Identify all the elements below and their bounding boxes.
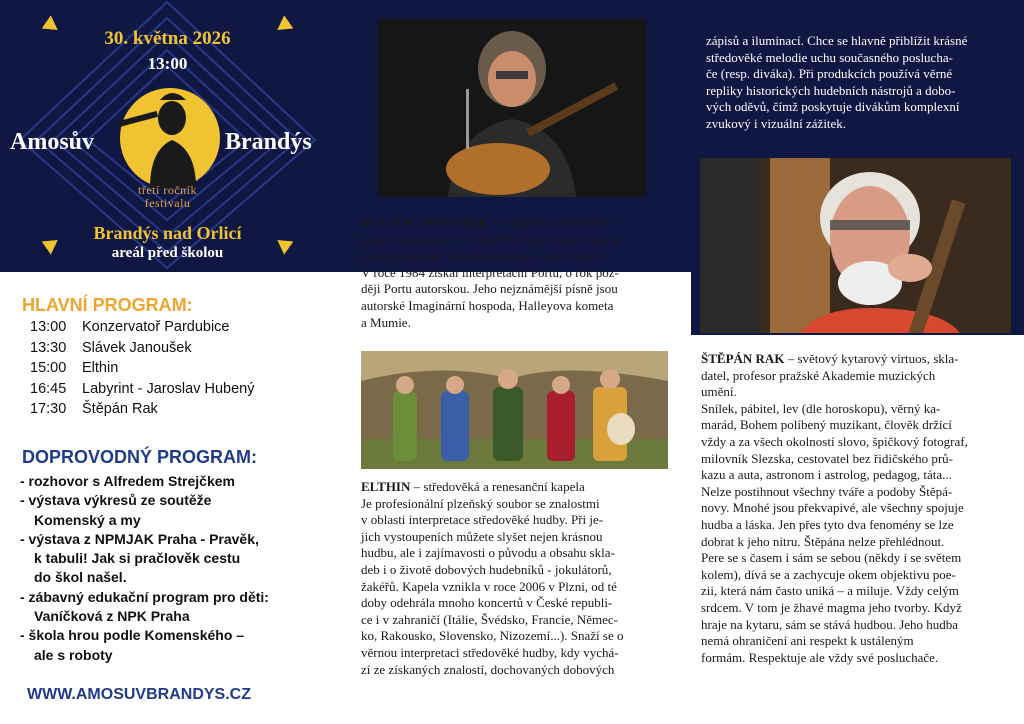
program-time: 13:30: [30, 339, 67, 356]
text-line: deb i o životě dobových hudebníků - jokulátorů,: [361, 561, 612, 577]
photo-elthin: [361, 351, 668, 469]
text-line: zii, která nám často uniká – a miluje. Vždy celým: [701, 583, 959, 599]
text-line: kolem), dívá se a zachycuje okem objektivu poe-: [701, 566, 956, 582]
program-name: Slávek Janoušek: [82, 339, 192, 356]
photo-rak: [700, 158, 1011, 333]
poster-place: Brandýs nad Orlicí: [93, 223, 242, 243]
side-program-line: - výstava z NPMJAK Praha - Pravěk,: [20, 530, 259, 547]
text-line: repliky historických hudebních nástrojů a dobo-: [706, 82, 956, 98]
main-program-list: [30, 319, 254, 422]
text-line: ději Portu autorskou. Jeho nejznámější písně jsou: [361, 281, 618, 297]
text-line: hraje na kytaru, sám se stává hudbou. Jeho hudba: [701, 616, 959, 632]
text-line: Je profesionální plzeňský soubor se znalostmi: [361, 495, 600, 511]
side-program-list: [20, 472, 269, 665]
elthin-name: ELTHIN: [361, 479, 411, 494]
text-line: zvukový i vizuální zážitek.: [706, 115, 847, 131]
text-line: středověké melodie uchu současného posluchа-: [706, 49, 953, 65]
side-program-line: - zábavný edukační program pro děti:: [20, 588, 269, 605]
text-line: v oblasti interpretace středověké hudby. Při je-: [361, 512, 604, 528]
text-line: – světový kytarový virtuos, skla-: [784, 351, 959, 366]
rak-name: ŠTĚPÁN RAK: [701, 351, 785, 366]
text-line: ko, Rakousko, Slovensko, Nizozemí...). Snaží se o: [361, 628, 624, 644]
program-time: 13:00: [30, 319, 67, 335]
photo-janousek: [378, 19, 646, 197]
text-line: milovník Slezska, cestovatel bez řidičského prů-: [701, 450, 953, 466]
text-line: ce i v zahraničí (Itálie, Švédsko, Francie, Němec-: [361, 611, 618, 627]
text-line: datel, profesor pražské Akademie muzických: [701, 367, 936, 383]
side-program-line: ale s roboty: [34, 646, 113, 663]
program-time: 17:30: [30, 401, 67, 418]
poster-festival: festivalu: [144, 196, 191, 210]
side-program-line: do škol našel.: [34, 569, 127, 586]
text-line: český písničkář, textař, kytarista a autor hudby.: [361, 248, 606, 264]
program-time: 16:45: [30, 380, 67, 397]
poster-title-right: Brandýs: [225, 129, 312, 155]
text-line: V roce 1984 získal interpretační Portu, o rok poz-: [361, 264, 619, 280]
text-line: marád, Bohem políbený muzikant, člověk držící: [701, 417, 952, 433]
side-program-line: Vaníčková z NPK Praha: [34, 608, 190, 625]
text-line: jich vystoupeních můžete slyšet nejen krásnou: [361, 528, 603, 544]
text-line: srdcem. V tom je žhavé magma jeho tvorby. Když: [701, 599, 962, 615]
janousek-name: SLÁVEK JANOUŠEK: [361, 215, 489, 230]
rak-text: [701, 351, 968, 666]
poster-title-left: Amosův: [10, 129, 95, 155]
text-line: roslav Janoušek (* 9. září 1953 Ústí nad Orlicí) je: [361, 231, 621, 247]
text-line: novy. Mnohé jsou překvapivé, ale všechny spojuje: [701, 500, 964, 516]
side-program-heading: DOPROVODNÝ PROGRAM:: [22, 447, 258, 467]
main-program-heading: HLAVNÍ PROGRAM:: [22, 295, 193, 315]
website-link[interactable]: WWW.AMOSUVBRANDYS.CZ: [27, 686, 251, 703]
text-line: formám. Respektuje ale vždy své posluchače.: [701, 649, 939, 665]
side-program-line: Komenský a my: [34, 511, 141, 528]
text-line: hudbu, ale i zajímavosti o původu a obsahu skla-: [361, 545, 615, 561]
text-line: autorské Imaginární hospoda, Halleyova kometa: [361, 297, 614, 313]
text-line: Nelze postihnout všechny tváře a podoby Štěpá-: [701, 483, 953, 499]
text-line: věrnou interpretaci středověké hudby, kdy vychá-: [361, 644, 619, 660]
festival-poster: [0, 0, 335, 272]
text-line: če (resp. diváka). Při produkcích používá věrné: [706, 66, 953, 82]
poster-edition: třetí ročník: [138, 183, 197, 197]
program-item: [30, 340, 254, 361]
text-line: zí ze získaných znalostí, dochovaných dobových: [361, 661, 615, 677]
text-line: dobrat k jeho nitru. Štěpána nelze přehlédnout.: [701, 533, 945, 549]
poster-venue: areál před školou: [111, 245, 224, 261]
text-line: kazu a auta, astronom i astrolog, pedagog, táta...: [701, 467, 952, 483]
side-program-line: k tabuli! Jak si pračlověk cestu: [34, 550, 241, 567]
program-name: Štěpán Rak: [82, 401, 158, 418]
side-program-line: - výstava výkresů ze soutěže: [20, 492, 212, 509]
program-item: [30, 360, 254, 381]
janousek-text: [361, 215, 620, 331]
text-line: žakéřů. Kapela vznikla v roce 2006 v Plzni, od té: [361, 578, 617, 594]
program-name: Elthin: [82, 360, 119, 377]
text-line: vždy a za všech okolností slovo, špičkový fotograf,: [701, 433, 968, 449]
text-line: zápisů a iluminací. Chce se hlavně přiblížit krásné: [706, 33, 968, 48]
text-line: nemá ohraničení ani respekt k ustáleným: [701, 633, 914, 649]
program-time: 15:00: [30, 360, 67, 377]
text-line: umění.: [701, 384, 737, 400]
side-program-line: - rozhovor s Alfredem Strejčkem: [20, 473, 235, 489]
poster-time: 13:00: [147, 54, 188, 73]
text-line: a Mumie.: [361, 314, 411, 330]
text-line: Snílek, pábitel, lev (dle horoskopu), věrný ka-: [701, 400, 941, 416]
program-item: [30, 381, 254, 402]
elthin-text: [361, 479, 624, 678]
text-line: – středověká a renesanční kapela: [410, 479, 585, 494]
text-line: hudba a láska. Jen přes tyto dva fenomény se lze: [701, 516, 954, 532]
text-line: – vlastním jménem Mi-: [488, 215, 615, 230]
text-line: Pere se s časem i sám se sebou (někdy i se světem: [701, 550, 962, 566]
program-name: Konzervatoř Pardubice: [82, 319, 230, 335]
poster-date: 30. května 2026: [104, 28, 231, 49]
program-item: [30, 319, 254, 340]
program-item: [30, 401, 254, 422]
text-line: doby odehrála mnoho koncertů v České republi-: [361, 595, 613, 611]
elthin-continued-text: [706, 33, 967, 133]
program-name: Labyrint - Jaroslav Hubený: [82, 380, 255, 397]
side-program-line: - škola hrou podle Komenského –: [20, 627, 245, 644]
text-line: vých oděvů, čímž poskytuje divákům komplexní: [706, 99, 960, 115]
